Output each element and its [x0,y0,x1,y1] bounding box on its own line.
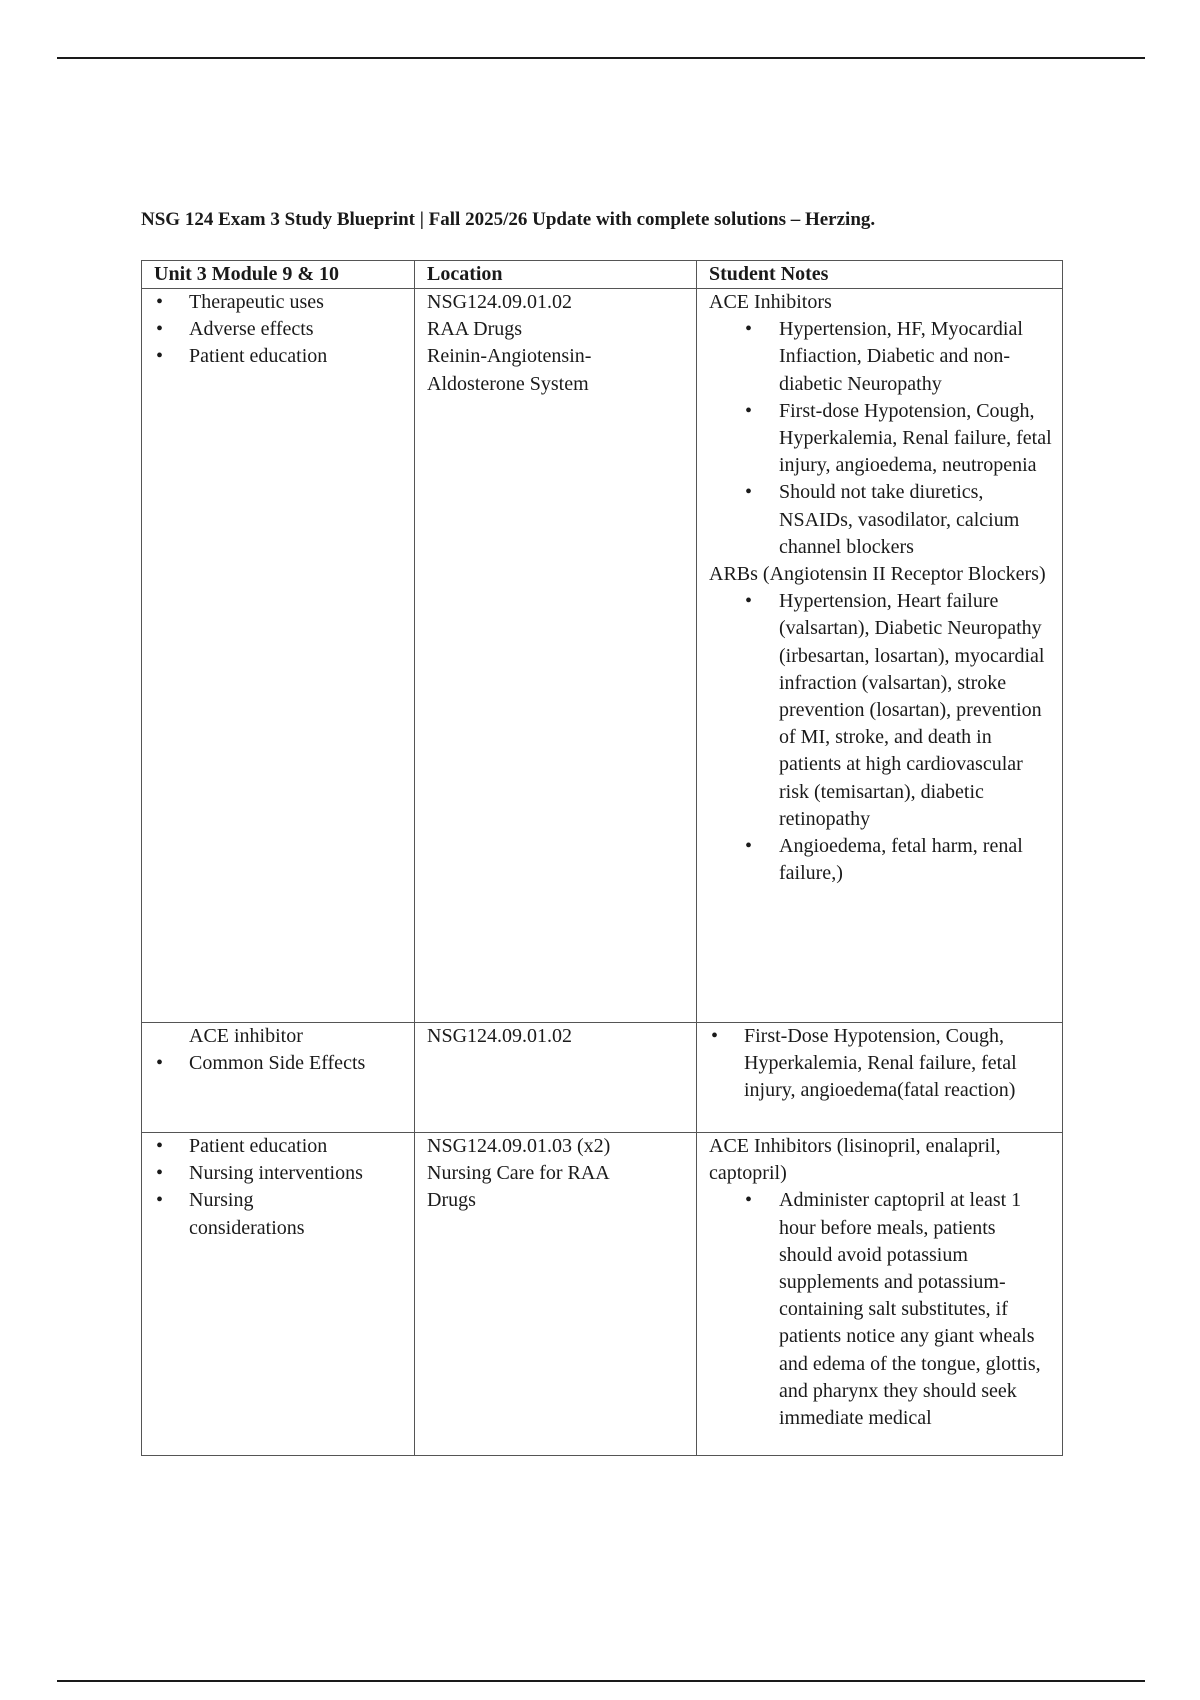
table-row [142,289,1063,1023]
notes-heading: ACE Inhibitors [709,291,832,313]
location-line: Reinin-Angiotensin- [427,345,592,368]
topics-list [154,1133,404,1242]
table-header-row [142,261,1063,289]
note-item: • Administer captopril at least 1 hour before meals, patients should avoid potassium supplements and potassium-containing salt substitutes, if patients notice any giant wheals and edema of the tongue, glottis, and pharynx they should seek immediate medical [709,1187,1052,1432]
topics-list [154,1050,404,1077]
table-row [142,1023,1063,1133]
study-blueprint-table [141,260,1063,1456]
location-line: NSG124.09.01.03 (x2) [427,1135,611,1157]
notes-heading: ARBs (Angiotensin II Receptor Blockers) [709,563,1046,586]
notes-list [709,1187,1052,1432]
note-item: • Hypertension, Heart failure (valsartan), Diabetic Neuropathy (irbesartan, losartan), myocardial infraction (valsartan), stroke prevention (losartan), prevention of MI, stroke, and death in patients at high cardiovascular risk (temisartan), diabetic retinopathy [709,588,1052,833]
location-cell [415,1133,697,1456]
topic-item: • Patient education [154,343,404,370]
location-line: Aldosterone System [427,372,589,395]
note-item: • Hypertension, HF, Myocardial Infiaction, Diabetic and non-diabetic Neuropathy [709,316,1052,398]
location-cell [415,289,697,1023]
notes-list [709,1023,1052,1105]
topic-item: • Common Side Effects [154,1050,404,1077]
topic-item: • Nursing interventions [154,1160,404,1187]
topics-cell [142,1133,415,1456]
topic-item: • Nursing considerations [154,1187,404,1241]
location-cell [415,1023,697,1133]
document-title: NSG 124 Exam 3 Study Blueprint | Fall 2025/26 Update with complete solutions – Herzing. [141,209,876,230]
location-line: NSG124.09.01.02 [427,291,573,313]
header-rule [57,57,1145,59]
location-line: Drugs [427,1189,476,1212]
note-item: • First-Dose Hypotension, Cough, Hyperkalemia, Renal failure, fetal injury, angioedema(fatal reaction) [709,1023,1052,1105]
notes-cell [697,289,1063,1023]
footer-rule [57,1680,1145,1682]
note-item: • Angioedema, fetal harm, renal failure,) [709,833,1052,887]
topic-item: • Patient education [154,1133,404,1160]
topics-cell [142,289,415,1023]
notes-cell [697,1023,1063,1133]
header-student-notes: Student Notes [697,261,1063,289]
location-line: RAA Drugs [427,318,523,341]
notes-list [709,588,1052,887]
topics-cell [142,1023,415,1133]
notes-list [709,316,1052,561]
topic-item: • Therapeutic uses [154,289,404,316]
topic-item: • Adverse effects [154,316,404,343]
notes-heading: ACE Inhibitors (lisinopril, enalapril, captopril) [709,1135,1001,1185]
note-item: • First-dose Hypotension, Cough, Hyperkalemia, Renal failure, fetal injury, angioedema, neutropenia [709,398,1052,480]
location-line: Nursing Care for RAA [427,1162,610,1185]
table-row [142,1133,1063,1456]
header-unit-module: Unit 3 Module 9 & 10 [142,261,415,289]
note-item: • Should not take diuretics, NSAIDs, vasodilator, calcium channel blockers [709,479,1052,561]
header-location: Location [415,261,697,289]
location-line: NSG124.09.01.02 [427,1025,573,1047]
topic-plain: ACE inhibitor [189,1025,303,1047]
topics-list [154,289,404,371]
notes-cell [697,1133,1063,1456]
